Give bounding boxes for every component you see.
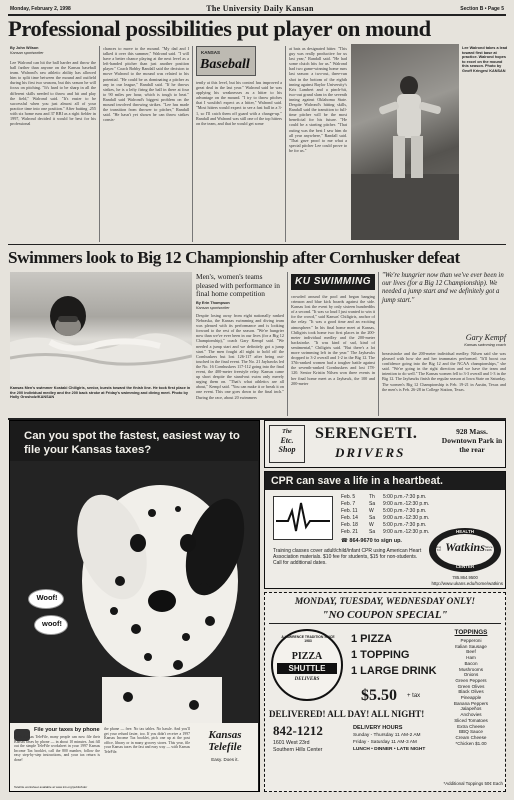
seal-logo-1: PIZZA [291, 651, 323, 662]
pull-quote: "We're hungrier now than we've ever been in our lives (for a Big 12 Championship). We needed a jump start and we definitely got a jump start." [382, 272, 504, 304]
column-divider [285, 46, 286, 242]
baseball-logo [196, 46, 256, 76]
tax-ad-footer-body-2: the phone — free. No tax tables. No hassle. And you'll get your refund faster, too. If you didn't receive a 1997 Kansas Income Tax booklet, pick one up at the post office, library or in many grocery stores. This year, file your Kansas taxes the fast and easy way — with Kansas TeleFile. [104, 727, 190, 754]
schedule-date: Feb. 18 [341, 522, 358, 528]
telefile-tagline: Easy. Does it. [211, 757, 239, 762]
cpr-phone [341, 538, 402, 544]
column-divider [378, 272, 379, 416]
story1-headline: Professional possibilities put player on mound [8, 16, 431, 41]
pizza-hours-1: Sunday - Thursday 11 AM-2 AM [353, 733, 421, 738]
story2-subhead: Men's, women's teams pleased with performance in final home competition [196, 272, 280, 299]
topping-item: Ham [466, 655, 476, 661]
schedule-day: Sa [369, 529, 376, 535]
schedule-date: Feb. 21 [341, 529, 358, 535]
cpr-headline: CPR can save a life in a heartbeat. [271, 475, 443, 487]
woof-text-2: woof! [42, 619, 62, 628]
toppings-list [441, 638, 501, 746]
etc-shop-line-3: Shop [278, 445, 296, 454]
toppings-title: TOPPINGS [454, 629, 488, 636]
heartbeat-graphic [273, 496, 333, 540]
ku-swimming-logo [291, 274, 375, 290]
story1-byline: By John Wilson [10, 46, 39, 50]
schedule-date: Feb. 7 [341, 501, 356, 507]
serengeti-subtitle: DRIVERS [335, 445, 406, 460]
telefile-brand: Kansas Telefile [208, 729, 242, 753]
watkins-phone: 785.864.9500 [452, 575, 478, 580]
baseball-logo-title: Baseball [200, 57, 250, 72]
topping-item: Cream Cheese [455, 734, 487, 740]
seal-text: A LAWRENCE TRADITION SINCE 1983 [281, 635, 335, 643]
topping-item: Anchovies [460, 712, 482, 718]
deal-item-3: 1 LARGE DRINK [351, 665, 437, 677]
masthead-date: Monday, February 2, 1998 [10, 6, 71, 12]
schedule-day: Sa [369, 501, 376, 507]
pizza-phone: 842-1212 [273, 723, 323, 738]
topping-item: Bacon [464, 660, 478, 666]
deal-item-1: 1 PIZZA [351, 633, 392, 645]
schedule-day: W [369, 508, 374, 514]
swimmer-photo [10, 272, 192, 384]
etc-shop-logo [269, 425, 305, 463]
story2-column-1: Despite losing away from eight nationally ranked Nebraska, the Kansas swimming and diving team was pleased with its performance and is looking forward to the rest of the season. "We're hungrier now than we've ever been in our lives (for a Big 12 Championship)," coach Gary Kempf said. "We needed a jump start and we definitely got a jump start." The men fought all night to hold off the Cornhuskers but lost 126-117 after being out-touched in the final event. The No. 21 Jayhawks led the No. 16 Cornhuskers 117-112 going into the final event, the 400-meter freestyle relay. Kansas came up short despite the stand-out swim only merely urging them on. "That's what athletics are all about," Kempf said. "You can make it or break it on one event. This one goes down to the final inch." During the race, about 20 swimmers [196, 313, 284, 400]
topping-item: Jalapeños [460, 706, 482, 712]
column-divider [287, 272, 288, 416]
story-divider [8, 244, 506, 245]
pizza-shuttle-seal [271, 629, 343, 701]
topping-item: *Chicken $1.00 [455, 740, 487, 746]
masthead-paper: The University Daily Kansan [206, 4, 314, 13]
story2-byline: By Erin Thompson [196, 301, 230, 305]
etc-shop-line-1: The [282, 429, 292, 435]
tax-ad-headline: Can you spot the fastest, easiest way to file your Kansas taxes? [24, 430, 240, 456]
watkins-url[interactable]: http://www.ukans.edu/home/watkins [431, 581, 503, 586]
cpr-headline-bar [265, 472, 505, 490]
story1-byline-role: Kansan sportswriter [10, 51, 44, 55]
schedule-time: 9:00 a.m.-12:30 p.m. [383, 515, 430, 521]
ku-swimming-logo-text: KU SWIMMING [294, 276, 372, 287]
topping-item: Pineapple [460, 695, 482, 701]
kansas-tax-ad [9, 420, 260, 792]
schedule-date: Feb. 5 [341, 494, 356, 500]
pizza-delivered: DELIVERED! ALL DAY! ALL NIGHT! [269, 709, 425, 719]
pizza-hours-2: Friday - Saturday 11 AM-3 AM [353, 740, 417, 745]
watkins-badge-name: Watkins [445, 540, 485, 554]
topping-item: Green Peppers [455, 677, 487, 683]
watkins-since: Since 1906 [485, 545, 493, 553]
story1-column-4: at bats as designated hitter. "This guy was really productive for us last year," Randall said. "He had some clutch hits for us." Walrond had two game-winning home runs last season: a two-out, three-run shot in the bottom of the eighth inning against Baylor University's Kris Lambert and a pinch-hit, two-out grand slam in the seventh inning against Oklahoma State. Despite Walrond's hitting skills, Randall said the transition to full-time pitcher will be the most beneficial for his future. "He could be a starting pitcher. "That outing was the best I saw him do all year anywhere," Randall said. "That gave proof to me what a special pitcher Lee could prove to be for us." [289, 46, 347, 153]
column-divider [192, 46, 193, 242]
pizza-shuttle-ad [264, 592, 506, 792]
serengeti-title: SERENGETI. [315, 425, 418, 442]
seal-logo-2: SHUTTLE [277, 663, 337, 674]
deal-item-2: 1 TOPPING [351, 649, 410, 661]
cpr-training-text: Training classes cover adult/child/infant CPR using American Heart Association materials. $10 fee for students, $15 for non-students. Call for additional dates. [273, 548, 422, 567]
topping-item: Pepperoni [460, 638, 482, 643]
schedule-day: W [369, 522, 374, 528]
pizza-address-2: Southern Hills Center [273, 747, 323, 753]
story2-byline-role: Kansan sportswriter [196, 306, 230, 310]
pizza-hours-title: DELIVERY HOURS [353, 725, 403, 731]
heartbeat-icon [274, 497, 332, 539]
phone-icon: ☎ [341, 538, 350, 544]
story1-column-1: Lee Walrond can hit the ball harder and throw the ball farther than anyone on the Kansas baseball team. Walrond's raw athletic ability has allowed him to split time between the mound and outfield during his first two seasons, but this season he will focus on pitching. "It's hard to be sharp in all the different skills needed to throw and hit and play the field," Walrond said. "It's easier to be successful when you just almost all of your practice time into one position." After batting .255 with six home runs and 37 RBI as a right fielder in 1997, Walrond decided it would be best for his professional [10, 60, 96, 127]
watkins-caring: Caring for KU [433, 545, 442, 553]
tax-ad-footer-title: File your taxes by phone [34, 727, 100, 733]
baseball-logo-kansas: KANSAS [201, 50, 221, 55]
baseball-photo [351, 44, 459, 240]
topping-item: Extra Cheese [457, 723, 485, 729]
topping-item: Black Olives [458, 689, 484, 695]
column-divider [99, 46, 100, 242]
schedule-day: Sa [369, 515, 376, 521]
schedule-row [341, 494, 451, 501]
pizza-banner-1: MONDAY, TUESDAY, WEDNESDAY ONLY! [294, 597, 476, 607]
pizza-address-1: 1601 West 23rd [273, 740, 310, 746]
schedule-row [341, 508, 451, 515]
etc-shop-line-2: Etc. [280, 436, 294, 445]
topping-item: Banana Peppers [453, 700, 489, 706]
woof-text-1: Woof! [36, 593, 58, 602]
story2-headline: Swimmers look to Big 12 Championship after Cornhusker defeat [8, 248, 460, 267]
topping-item: Onions [463, 672, 479, 678]
story2-column-3: breaststroke and the 200-meter individual medley. Nilsen said she was pleased with how she and her teammates performed. "It'll boost our confidence going into the Big 12 and the NCAA championships," she said. "We're going in the right direction and we have the team and intention to do well." The Kansas women fell to 3-3 overall and 1-3 in the Big 12. The Jayhawks finish the regular season at Iowa State on Saturday. The women's Big 12 Championship is Feb. 19-21 in Austin, Texas and the men's is Feb. 26-28 in College Station, Texas. [382, 351, 506, 392]
seal-logo-3: DELIVERS [294, 677, 320, 682]
schedule-row [341, 501, 451, 508]
schedule-time: 9:00 a.m.-12:30 p.m. [383, 529, 430, 535]
serengeti-ad [264, 420, 506, 468]
pizza-banner-2: "NO COUPON SPECIAL" [322, 609, 448, 621]
watkins-badge-top: HEALTH [456, 529, 474, 534]
tax-ad-fineprint: TeleFile worksheet available at www.ink.org/public/kdor [14, 785, 88, 789]
schedule-time: 9:00 a.m.-12:30 p.m. [383, 501, 430, 507]
story1-column-2: chances to move to the mound. "My dad and I talked it over this summer," Walrond said. "I will have a better chance playing at the next level as a left-handed pitcher than just another position player." Coach Bobby Randall said the decision to move Walrond to the mound was related to his potential. "He could be as dominating a pitcher as any in our league," Randall said. "If he throws strikes, he is a lefty firing the ball in there at four to 90 miles per hour, which is tough to beat." Randall said Walrond's biggest problem on the mound involved throwing strikes. "Lee has made the transition from thrower to pitcher," Randall said. "He hasn't yet shown he can throw strikes consis- [103, 46, 189, 123]
schedule-row [341, 515, 451, 522]
watkins-badge [427, 524, 503, 574]
story1-column-3: tently at this level, but his control has improved a great deal in the last year." Walrond said he was applying his weaknesses as a hitter to his advantage on the mound. "I try to throw pitches that I wouldn't expect as a hitter," Walrond said. "Most hitters would expect to see a fast ball in a 3-1, so I'll catch them off guard with a change-up." Randall and Walrond was still one of the top hitters on the team, and that he would get some [196, 80, 282, 126]
topping-item: Italian Sausage [455, 643, 487, 649]
watkins-badge-bottom: CENTER [455, 564, 475, 569]
masthead-section: Section B • Page 5 [460, 6, 504, 12]
cpr-ad [264, 471, 506, 589]
swimmer-figure [10, 272, 192, 384]
pull-quote-role: Kansas swimming coach [464, 343, 506, 347]
topping-item: Mushrooms [459, 666, 483, 672]
baseball-player-figure [351, 44, 459, 240]
toppings-panel [441, 629, 501, 779]
pizza-price-note: + tax [407, 693, 421, 699]
story2-column-2: crowded around the pool and began banging crimson and blue kick boards against the side. Kansas lost the event by only sixteen hundredths of a second. "It was so loud I just wanted to win it for the crowd," said Kansas' Chiligiris, anchor of the relay. "It was a good time and an exciting atmosphere." In his final home meet at Kansas, Chiligiris took home two first places in the 200-meter individual medley and the 200-meter backstroke. "It was kind of sad, kind of sentimental," Chiligiris said. "But there's a lot more swimming left in the year." The Jayhawks dropped to 3-2 overall and 1-2 in the Big 12. The 37th-ranked women had a tougher battle against the seventh-ranked Cornhuskers and lost 178-120. Senior Kristin Nilsen won three events in her final home meet as a Jayhawk, the 100 and 200-meter [291, 294, 375, 386]
schedule-time: 5:00 p.m.-7:30 p.m. [383, 494, 427, 500]
tax-ad-footer-body: With Kansas TeleFile, many people can now file their Kansas taxes by phone — in about 10 minutes. Just fill out the simple TeleFile worksheet in your 1997 Kansas Income Tax booklet, call the 800 number, follow the easy step-by-step instructions, and your tax return is done! [14, 735, 100, 762]
schedule-date: Feb. 11 [341, 508, 358, 514]
pizza-banner-rule [269, 623, 501, 624]
schedule-time: 5:00 p.m.-7:30 p.m. [383, 508, 427, 514]
cpr-phone-text: 864-9670 to sign up. [349, 538, 402, 544]
schedule-time: 5:00 p.m.-7:30 p.m. [383, 522, 427, 528]
pizza-price: $5.50 [361, 687, 397, 704]
topping-item: BBQ Sauce [458, 729, 483, 735]
topping-item: Green Olives [457, 683, 485, 689]
swimmer-photo-caption: Kansas Men's swimmer Kostaki Chiligiris, senior, bursts toward the finish line. He took first place in the 200 individual medley and the 200 back stroke at Friday's swimming and diving meet. Photo by Holly Grosholz/KANSAN [10, 386, 191, 400]
tax-ad-footer [10, 723, 258, 791]
topping-item: Sliced Tomatoes [454, 717, 488, 723]
toppings-note: *Additional Toppings 50¢ Each [443, 781, 503, 786]
pizza-service: LUNCH • DINNER • LATE NIGHT [353, 747, 426, 752]
topping-item: Beef [466, 649, 476, 655]
pull-quote-name: Gary Kempf [465, 333, 506, 342]
schedule-date: Feb. 14 [341, 515, 358, 521]
baseball-photo-caption: Lee Walrond takes a lead toward first base at practice. Walrond hopes to excel on the mound this season. Photo by Geoff Kringes/ KANSAN [462, 46, 508, 73]
schedule-day: Th [369, 494, 375, 500]
serengeti-address: 928 Mass. Downtown Park in the rear [441, 427, 503, 454]
